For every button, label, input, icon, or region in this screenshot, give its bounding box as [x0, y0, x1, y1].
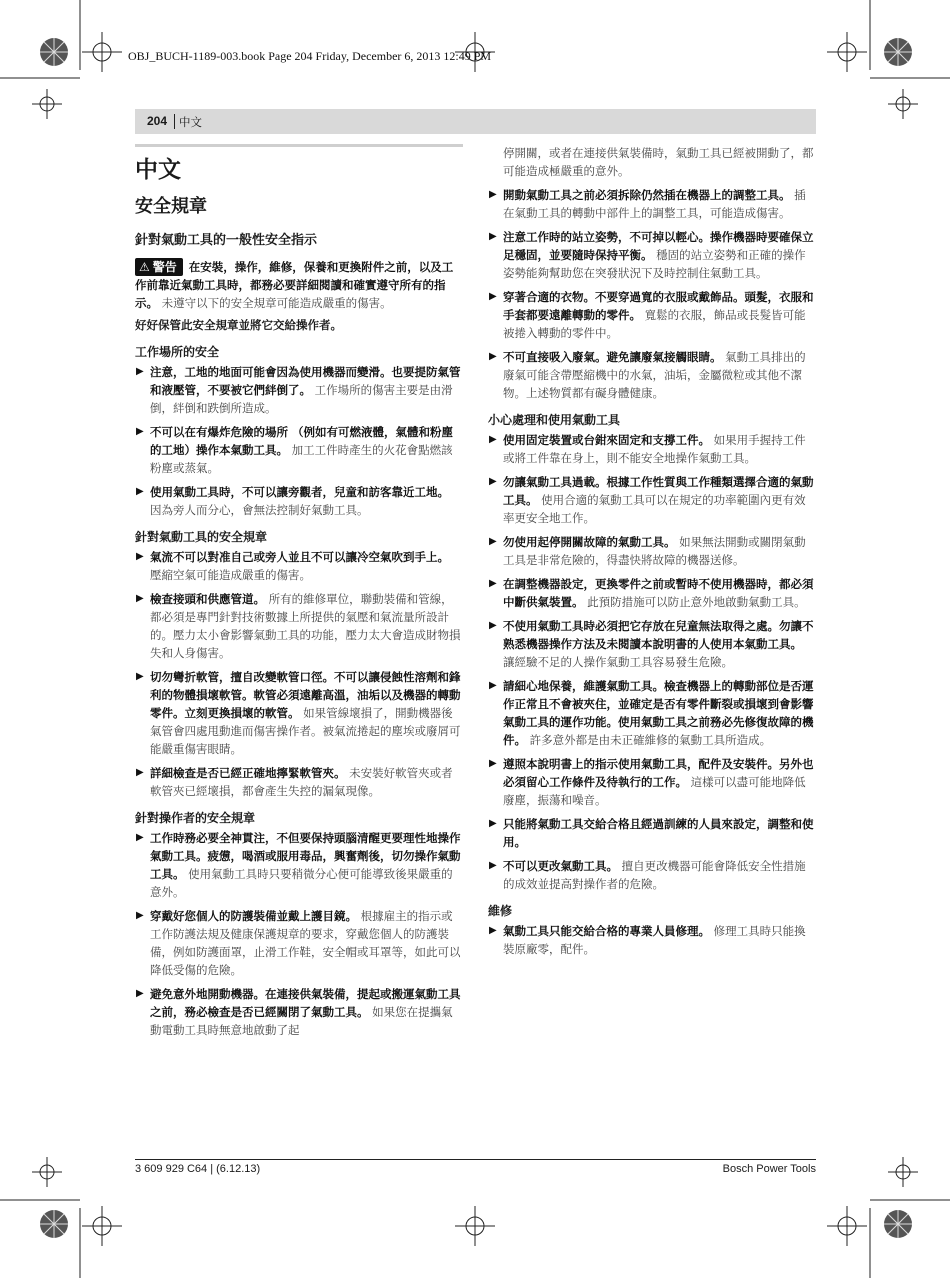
registration-mark-icon [32, 89, 62, 119]
list-item [488, 288, 816, 342]
arrow-bullet-icon: ▶ [489, 620, 497, 631]
arrow-bullet-icon: ▶ [489, 434, 497, 445]
list-item [488, 533, 816, 569]
item-text: 如果用手握持工件或將工件靠在身上，則不能安全地操作氣動工具。 [503, 433, 806, 465]
item-bold: 使用氣動工具時，不可以讓旁觀者，兒童和訪客靠近工地。 [150, 485, 449, 499]
item-bold: 勿讓氣動工具過載。根據工作性質與工作種類選擇合適的氣動工具。 [503, 475, 814, 507]
arrow-bullet-icon: ▶ [489, 291, 497, 302]
page-header [135, 109, 816, 134]
arrow-bullet-icon: ▶ [489, 351, 497, 362]
item-text: 擅自更改機器可能會降低安全性措施的成效並提高對操作者的危險。 [503, 859, 806, 891]
list-item [488, 228, 816, 282]
item-text: 插在氣動工具的轉動中部件上的調整工具，可能造成傷害。 [503, 188, 806, 220]
registration-mark-icon [888, 89, 918, 119]
footer-rule [135, 1159, 816, 1160]
warning-text-bold: 在安裝，操作，維修，保養和更換附件之前，以及工作前靠近氣動工具時，都務必要詳細閱讀和確實遵守所有的指示。 [135, 260, 454, 310]
starburst-target-icon [884, 1210, 912, 1238]
page-title: 中文 [135, 157, 181, 183]
arrow-bullet-icon: ▶ [136, 988, 144, 999]
section-heading: 針對操作者的安全規章 [135, 811, 256, 825]
list-item [135, 907, 463, 979]
warning-triangle-icon: ⚠ [139, 260, 150, 274]
registration-mark-icon [827, 32, 867, 72]
warning-badge [135, 258, 183, 276]
section-title: 安全規章 [135, 196, 207, 217]
item-text: 許多意外都是由未正確維修的氣動工具所造成。 [529, 733, 772, 747]
registration-mark-icon [455, 1206, 495, 1246]
list-item [488, 431, 816, 467]
item-bold: 勿使用起停開關故障的氣動工具。 [503, 535, 676, 549]
list-item [135, 668, 463, 758]
list-item [135, 590, 463, 662]
item-text: 如果無法開動或關閉氣動工具是非常危險的，得盡快將故障的機器送修。 [503, 535, 806, 567]
item-bold: 注意，工地的地面可能會因為使用機器而變滑。也要提防氣管和液壓管，不要被它們絆倒了。 [150, 365, 461, 397]
item-bold: 不可以在有爆炸危險的場所 （例如有可燃液體，氣體和粉塵的工地）操作本氣動工具。 [150, 425, 454, 457]
item-text: 因為旁人而分心，會無法控制好氣動工具。 [150, 503, 369, 517]
item-bold: 注意工作時的站立姿勢，不可掉以輕心。操作機器時要確保立足穩固，並要隨時保持平衡。 [503, 230, 814, 262]
item-bold: 詳細檢查是否已經正確地擰緊軟管夾。 [150, 766, 346, 780]
right-column [488, 144, 816, 964]
list-item [135, 985, 463, 1039]
list-item [488, 575, 816, 611]
arrow-bullet-icon: ▶ [136, 593, 144, 604]
arrow-bullet-icon: ▶ [489, 476, 497, 487]
arrow-bullet-icon: ▶ [489, 818, 497, 829]
item-bold: 穿戴好您個人的防護裝備並戴上護目鏡。 [150, 909, 357, 923]
keep-notice: 好好保管此安全規章並將它交給操作者。 [135, 318, 342, 332]
item-text: 所有的維修單位，聯動裝備和管線，都必須是專門針對技術數據上所提供的氣壓和氣流量所設計的。壓力太小會影響氣動工具的功能，壓力太大會造成財物損失和人身傷害。 [150, 592, 461, 660]
continued-text: 停開關，或者在連接供氣裝備時，氣動工具已經被開動了，都可能造成極嚴重的意外。 [503, 146, 814, 178]
item-bold: 開動氣動工具之前必須拆除仍然插在機器上的調整工具。 [503, 188, 791, 202]
item-text: 根據雇主的指示或工作防護法規及健康保護規章的要求，穿戴您個人的防護裝備，例如防護面罩，止滑工作鞋，安全帽或耳罩等，如此可以降低受傷的危險。 [150, 909, 461, 977]
item-bold: 使用固定裝置或台鉗來固定和支撐工件。 [503, 433, 710, 447]
section-heading: 工作場所的安全 [135, 345, 220, 359]
footer-brand: Bosch Power Tools [722, 1163, 816, 1175]
item-bold: 在調整機器設定，更換零件之前或暫時不使用機器時，都必須中斷供氣裝置。 [503, 577, 814, 609]
arrow-bullet-icon: ▶ [489, 536, 497, 547]
item-bold: 工作時務必要全神貫注，不但要保持頭腦清醒更要理性地操作氣動工具。疲憊，喝酒或服用毒品，興奮劑後，切勿操作氣動工具。 [150, 831, 461, 881]
item-bold: 請細心地保養，維護氣動工具。檢查機器上的轉動部位是否運作正常且不會被夾住，並確定是否有零件斷裂或損壞到會影響氣動工具的運作功能。使用氣動工具之前務必先修復故障的機件。 [503, 679, 814, 747]
list-item [135, 548, 463, 584]
item-bold: 不使用氣動工具時必須把它存放在兒童無法取得之處。勿讓不熟悉機器操作方法及未閱讀本說明書的人使用本氣動工具。 [503, 619, 814, 651]
item-bold: 不可直接吸入廢氣。避免讓廢氣接觸眼睛。 [503, 350, 722, 364]
arrow-bullet-icon: ▶ [489, 925, 497, 936]
warning-text: 未遵守以下的安全規章可能造成嚴重的傷害。 [161, 296, 392, 310]
registration-mark-icon [82, 1206, 122, 1246]
left-column [135, 144, 463, 1045]
print-slug: OBJ_BUCH-1189-003.book Page 204 Friday, December 6, 2013 12:49 PM [128, 49, 492, 63]
item-bold: 氣流不可以對准自己或旁人並且不可以讓冷空氣吹到手上。 [150, 550, 449, 564]
starburst-target-icon [40, 38, 68, 66]
section-heading: 維修 [488, 904, 513, 918]
item-bold: 遵照本說明書上的指示使用氣動工具，配件及安裝件。另外也必須留心工作條件及待執行的工作。 [503, 757, 814, 789]
arrow-bullet-icon: ▶ [136, 832, 144, 843]
item-bold: 氣動工具只能交給合格的專業人員修理。 [503, 924, 710, 938]
item-text: 使用氣動工具時只要稍微分心便可能導致後果嚴重的意外。 [150, 867, 453, 899]
item-text: 未安裝好軟管夾或者軟管夾已經壞損，都會產生失控的漏氣現像。 [150, 766, 453, 798]
arrow-bullet-icon: ▶ [136, 671, 144, 682]
arrow-bullet-icon: ▶ [136, 767, 144, 778]
item-text: 工作場所的傷害主要是由滑倒，絆倒和跌倒所造成。 [150, 383, 453, 415]
registration-mark-icon [82, 32, 122, 72]
warning-badge-label: 警告 [152, 260, 177, 274]
item-text: 加工工件時產生的火花會點燃該粉塵或蒸氣。 [150, 443, 453, 475]
header-divider [174, 114, 175, 129]
section-heading: 小心處理和使用氣動工具 [488, 413, 621, 427]
list-item [488, 677, 816, 749]
list-item [488, 186, 816, 222]
arrow-bullet-icon: ▶ [136, 366, 144, 377]
arrow-bullet-icon: ▶ [136, 551, 144, 562]
section-heading: 針對氣動工具的安全規章 [135, 530, 268, 544]
page-number: 204 [147, 114, 168, 128]
list-item [135, 483, 463, 519]
list-item [488, 922, 816, 958]
list-item [135, 423, 463, 477]
item-text: 氣動工具排出的廢氣可能含帶壓縮機中的水氣，油垢，金屬微粒或其他不潔物。上述物質都有礙身體健康。 [503, 350, 806, 400]
item-bold: 切勿彎折軟管，擅自改變軟管口徑。不可以讓侵蝕性溶劑和鋒利的物體損壞軟管。軟管必須遠離高溫，油垢以及機器的轉動零件。立刻更換損壞的軟管。 [150, 670, 461, 720]
arrow-bullet-icon: ▶ [136, 486, 144, 497]
item-bold: 只能將氣動工具交給合格且經過訓練的人員來設定，調整和使用。 [503, 817, 814, 849]
arrow-bullet-icon: ▶ [489, 231, 497, 242]
list-item [135, 764, 463, 800]
list-item [488, 617, 816, 671]
item-text: 寬鬆的衣服，飾品或長髮皆可能被捲入轉動的零件中。 [503, 308, 806, 340]
list-item [135, 829, 463, 901]
registration-mark-icon [32, 1157, 62, 1187]
item-bold: 檢查接頭和供應管道。 [150, 592, 265, 606]
arrow-bullet-icon: ▶ [136, 910, 144, 921]
item-text: 穩固的站立姿勢和正確的操作姿勢能夠幫助您在突發狀況下及時控制住氣動工具。 [503, 248, 806, 280]
arrow-bullet-icon: ▶ [489, 680, 497, 691]
arrow-bullet-icon: ▶ [489, 189, 497, 200]
list-item [488, 348, 816, 402]
list-item [488, 815, 816, 851]
item-text: 此預防措施可以防止意外地啟動氣動工具。 [587, 595, 806, 609]
starburst-target-icon [884, 38, 912, 66]
item-text: 使用合適的氣動工具可以在規定的功率範圍內更有效率更安全地工作。 [503, 493, 806, 525]
item-bold: 穿著合適的衣物。不要穿過寬的衣服或戴飾品。頭髮，衣服和手套都要遠離轉動的零件。 [503, 290, 814, 322]
registration-mark-icon [888, 1157, 918, 1187]
item-bold: 不可以更改氣動工具。 [503, 859, 618, 873]
arrow-bullet-icon: ▶ [489, 758, 497, 769]
list-item [488, 857, 816, 893]
item-text: 這樣可以盡可能地降低廢塵，振蕩和噪音。 [503, 775, 806, 807]
arrow-bullet-icon: ▶ [489, 578, 497, 589]
item-text: 如果您在提攜氣動電動工具時無意地啟動了起 [150, 1005, 453, 1037]
starburst-target-icon [40, 1210, 68, 1238]
header-language: 中文 [179, 115, 202, 129]
list-item [488, 755, 816, 809]
warning-paragraph [135, 258, 463, 312]
arrow-bullet-icon: ▶ [489, 860, 497, 871]
footer-doc-number: 3 609 929 C64 | (6.12.13) [135, 1163, 261, 1175]
item-text: 讓經驗不足的人操作氣動工具容易發生危險。 [503, 655, 733, 669]
item-text: 修理工具時只能換裝原廠零，配件。 [503, 924, 806, 956]
list-item [488, 473, 816, 527]
item-text: 壓縮空氣可能造成嚴重的傷害。 [150, 568, 311, 582]
general-heading: 針對氣動工具的一般性安全指示 [135, 233, 318, 248]
item-bold: 避免意外地開動機器。在連接供氣裝備，提起或搬運氣動工具之前，務必檢查是否已經關閉了氣動工具。 [150, 987, 461, 1019]
registration-mark-icon [827, 1206, 867, 1246]
list-item [135, 363, 463, 417]
arrow-bullet-icon: ▶ [136, 426, 144, 437]
item-text: 如果管線壞損了，開動機器後氣管會四處甩動進而傷害操作者。被氣流捲起的塵埃或廢屑可能嚴重傷害眼睛。 [150, 706, 461, 756]
